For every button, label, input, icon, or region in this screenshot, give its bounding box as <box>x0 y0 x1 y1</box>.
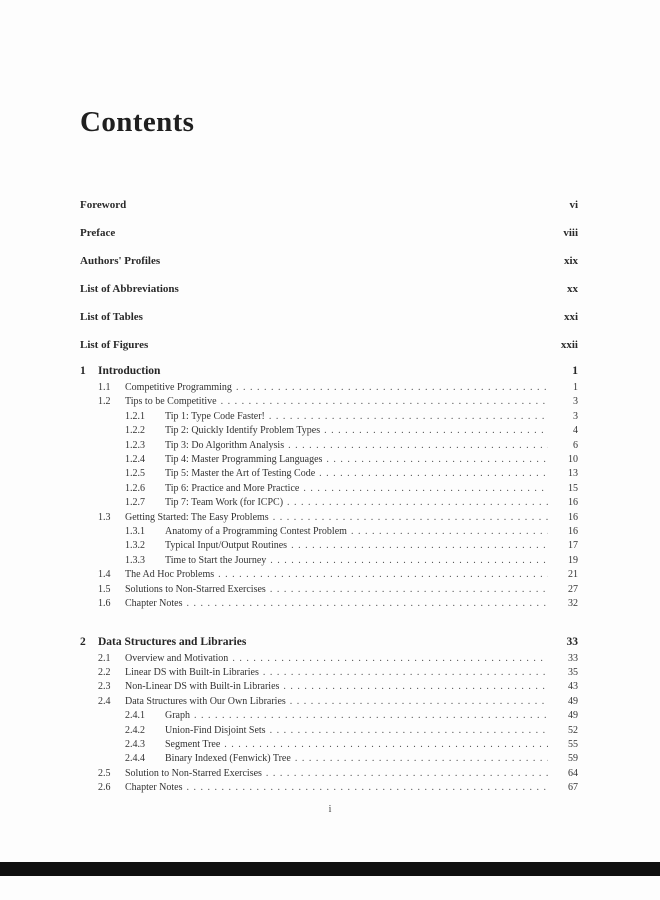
section-number: 1.2 <box>98 396 111 408</box>
chapter-list <box>80 363 578 796</box>
section-title: Chapter Notes <box>125 598 183 610</box>
section-number: 2.4 <box>98 695 111 707</box>
chapter-heading <box>80 634 578 650</box>
section-title: Tip 6: Practice and More Practice <box>165 482 300 494</box>
section-page-number: 59 <box>568 753 578 765</box>
dot-leader <box>273 511 548 525</box>
section-page-number: 52 <box>568 724 578 736</box>
chapter-page-number: 33 <box>566 635 578 648</box>
section-number: 2.4.3 <box>125 738 145 750</box>
dot-leader <box>326 453 548 467</box>
dot-leader <box>269 410 548 424</box>
dot-leader <box>351 525 548 539</box>
section-page-number: 6 <box>573 439 578 451</box>
toc-entry <box>80 724 578 738</box>
section-number: 1.1 <box>98 382 111 393</box>
section-number: 2.4.4 <box>125 753 145 765</box>
front-matter-entry <box>80 247 578 275</box>
section-title: Getting Started: The Easy Problems <box>125 511 269 523</box>
dot-leader <box>218 568 548 582</box>
section-title: Chapter Notes <box>125 782 183 794</box>
dot-leader <box>263 666 548 680</box>
front-matter-entry <box>80 191 578 219</box>
toc-entry <box>80 583 578 597</box>
section-number: 1.3.1 <box>125 526 145 538</box>
entry-page-number: xxii <box>560 339 578 351</box>
dot-leader <box>295 752 548 766</box>
section-page-number: 35 <box>568 666 578 678</box>
section-title: Tip 5: Master the Art of Testing Code <box>165 468 316 480</box>
section-title: The Ad Hoc Problems <box>125 569 215 581</box>
entry-page-number: xxi <box>563 311 578 323</box>
section-title: Data Structures with Our Own Libraries <box>125 695 286 707</box>
entry-label: Preface <box>80 227 116 239</box>
section-page-number: 64 <box>568 767 578 779</box>
section-title: Tip 1: Type Code Faster! <box>165 410 265 422</box>
section-page-number: 10 <box>568 454 578 466</box>
front-matter-entry <box>80 275 578 303</box>
chapter-number: 2 <box>80 635 86 648</box>
section-number: 1.2.3 <box>125 439 145 451</box>
section-title: Graph <box>165 710 190 722</box>
section-title: Competitive Programming <box>125 382 232 393</box>
section-page-number: 55 <box>568 738 578 750</box>
toc-entry <box>80 767 578 781</box>
section-page-number: 16 <box>568 511 578 523</box>
dot-leader <box>287 496 548 510</box>
section-entries <box>80 652 578 796</box>
dot-leader <box>270 724 548 738</box>
section-number: 1.3.3 <box>125 554 145 566</box>
section-number: 2.4.2 <box>125 724 145 736</box>
chapter-section <box>80 363 578 612</box>
toc-entry <box>80 381 578 395</box>
toc-entry <box>80 738 578 752</box>
section-number: 1.2.4 <box>125 454 145 466</box>
dot-leader <box>221 395 548 409</box>
toc-entry <box>80 496 578 510</box>
section-number: 2.5 <box>98 767 111 779</box>
front-matter-entry <box>80 331 578 359</box>
section-title: Tip 2: Quickly Identify Problem Types <box>165 425 321 437</box>
dot-leader <box>232 652 548 666</box>
dot-leader <box>270 554 548 568</box>
section-page-number: 16 <box>568 497 578 509</box>
section-number: 1.2.7 <box>125 497 145 509</box>
dot-leader <box>224 738 548 752</box>
dot-leader <box>290 695 548 709</box>
dot-leader <box>187 597 549 611</box>
section-page-number: 15 <box>568 482 578 494</box>
section-page-number: 13 <box>568 468 578 480</box>
section-title: Union-Find Disjoint Sets <box>165 724 266 736</box>
section-title: Segment Tree <box>165 738 221 750</box>
dot-leader <box>283 680 548 694</box>
section-title: Typical Input/Output Routines <box>165 540 288 552</box>
toc-entry <box>80 652 578 666</box>
toc-entry <box>80 482 578 496</box>
section-page-number: 43 <box>568 681 578 693</box>
section-number: 1.3.2 <box>125 540 145 552</box>
section-number: 1.4 <box>98 569 111 581</box>
section-title: Non-Linear DS with Built-in Libraries <box>125 681 280 693</box>
section-title: Overview and Motivation <box>125 652 229 664</box>
toc-entry <box>80 568 578 582</box>
dot-leader <box>291 539 548 553</box>
section-page-number: 49 <box>568 710 578 722</box>
toc-entry <box>80 554 578 568</box>
toc-entry <box>80 666 578 680</box>
chapter-heading <box>80 363 578 379</box>
toc-entry <box>80 781 578 795</box>
section-number: 2.6 <box>98 782 111 794</box>
dot-leader <box>270 583 548 597</box>
section-page-number: 21 <box>568 569 578 581</box>
toc-entry <box>80 467 578 481</box>
front-matter-entry <box>80 219 578 247</box>
section-page-number: 4 <box>573 425 578 437</box>
toc-entry <box>80 680 578 694</box>
entry-label: Foreword <box>80 199 127 211</box>
section-page-number: 17 <box>568 540 578 552</box>
section-title: Solution to Non-Starred Exercises <box>125 767 262 779</box>
section-page-number: 49 <box>568 695 578 707</box>
entry-page-number: vi <box>569 199 578 211</box>
chapter-title: Introduction <box>98 365 161 377</box>
section-number: 1.2.2 <box>125 425 145 437</box>
section-number: 2.4.1 <box>125 710 145 722</box>
section-page-number: 3 <box>573 410 578 422</box>
toc-entry <box>80 439 578 453</box>
entry-page-number: xix <box>563 255 578 267</box>
section-number: 1.2.1 <box>125 410 145 422</box>
section-title: Linear DS with Built-in Libraries <box>125 666 259 678</box>
page-number: i <box>328 804 332 815</box>
section-number: 1.3 <box>98 511 111 523</box>
bottom-black-bar <box>0 862 660 876</box>
section-title: Tip 3: Do Algorithm Analysis <box>165 439 285 451</box>
section-number: 1.5 <box>98 583 111 595</box>
section-title: Tip 7: Team Work (for ICPC) <box>165 497 284 509</box>
toc-entry <box>80 752 578 766</box>
entry-page-number: xx <box>567 283 578 295</box>
entry-page-number: viii <box>563 227 578 239</box>
section-page-number: 27 <box>568 583 578 595</box>
section-title: Binary Indexed (Fenwick) Tree <box>165 753 291 765</box>
toc-entry <box>80 424 578 438</box>
toc-entry <box>80 453 578 467</box>
entry-label: Authors' Profiles <box>80 255 161 267</box>
section-number: 1.6 <box>98 598 111 610</box>
chapter-number: 1 <box>80 365 86 377</box>
section-title: Tip 4: Master Programming Languages <box>165 454 323 466</box>
toc-entry <box>80 539 578 553</box>
page-title: Contents <box>80 106 195 138</box>
section-title: Solutions to Non-Starred Exercises <box>125 583 266 595</box>
dot-leader <box>288 439 548 453</box>
section-number: 2.3 <box>98 681 111 693</box>
dot-leader <box>187 781 549 795</box>
dot-leader <box>266 767 548 781</box>
entry-label: List of Abbreviations <box>80 283 179 295</box>
dot-leader <box>319 467 548 481</box>
section-number: 2.2 <box>98 666 111 678</box>
toc-entry <box>80 410 578 424</box>
toc-entry <box>80 395 578 409</box>
toc-entry <box>80 709 578 723</box>
dot-leader <box>324 424 548 438</box>
chapter-title: Data Structures and Libraries <box>98 635 247 648</box>
section-page-number: 67 <box>568 782 578 794</box>
section-entries <box>80 381 578 612</box>
section-page-number: 1 <box>573 382 578 393</box>
section-page-number: 3 <box>573 396 578 408</box>
section-page-number: 19 <box>568 554 578 566</box>
section-title: Tips to be Competitive <box>125 396 217 408</box>
dot-leader <box>236 381 548 395</box>
dot-leader <box>303 482 548 496</box>
front-matter-entry <box>80 303 578 331</box>
toc-entry <box>80 597 578 611</box>
toc-entry <box>80 511 578 525</box>
toc-entry <box>80 695 578 709</box>
section-title: Anatomy of a Programming Contest Problem <box>165 526 347 538</box>
toc-entry <box>80 525 578 539</box>
section-page-number: 33 <box>568 652 578 664</box>
chapter-page-number: 1 <box>572 365 578 377</box>
section-number: 2.1 <box>98 652 111 664</box>
section-page-number: 32 <box>568 598 578 610</box>
section-title: Time to Start the Journey <box>165 554 267 566</box>
dot-leader <box>194 709 548 723</box>
entry-label: List of Figures <box>80 339 149 351</box>
section-page-number: 16 <box>568 526 578 538</box>
entry-label: List of Tables <box>80 311 143 323</box>
section-number: 1.2.6 <box>125 482 145 494</box>
section-number: 1.2.5 <box>125 468 145 480</box>
front-matter-list <box>80 191 578 359</box>
chapter-section <box>80 634 578 796</box>
